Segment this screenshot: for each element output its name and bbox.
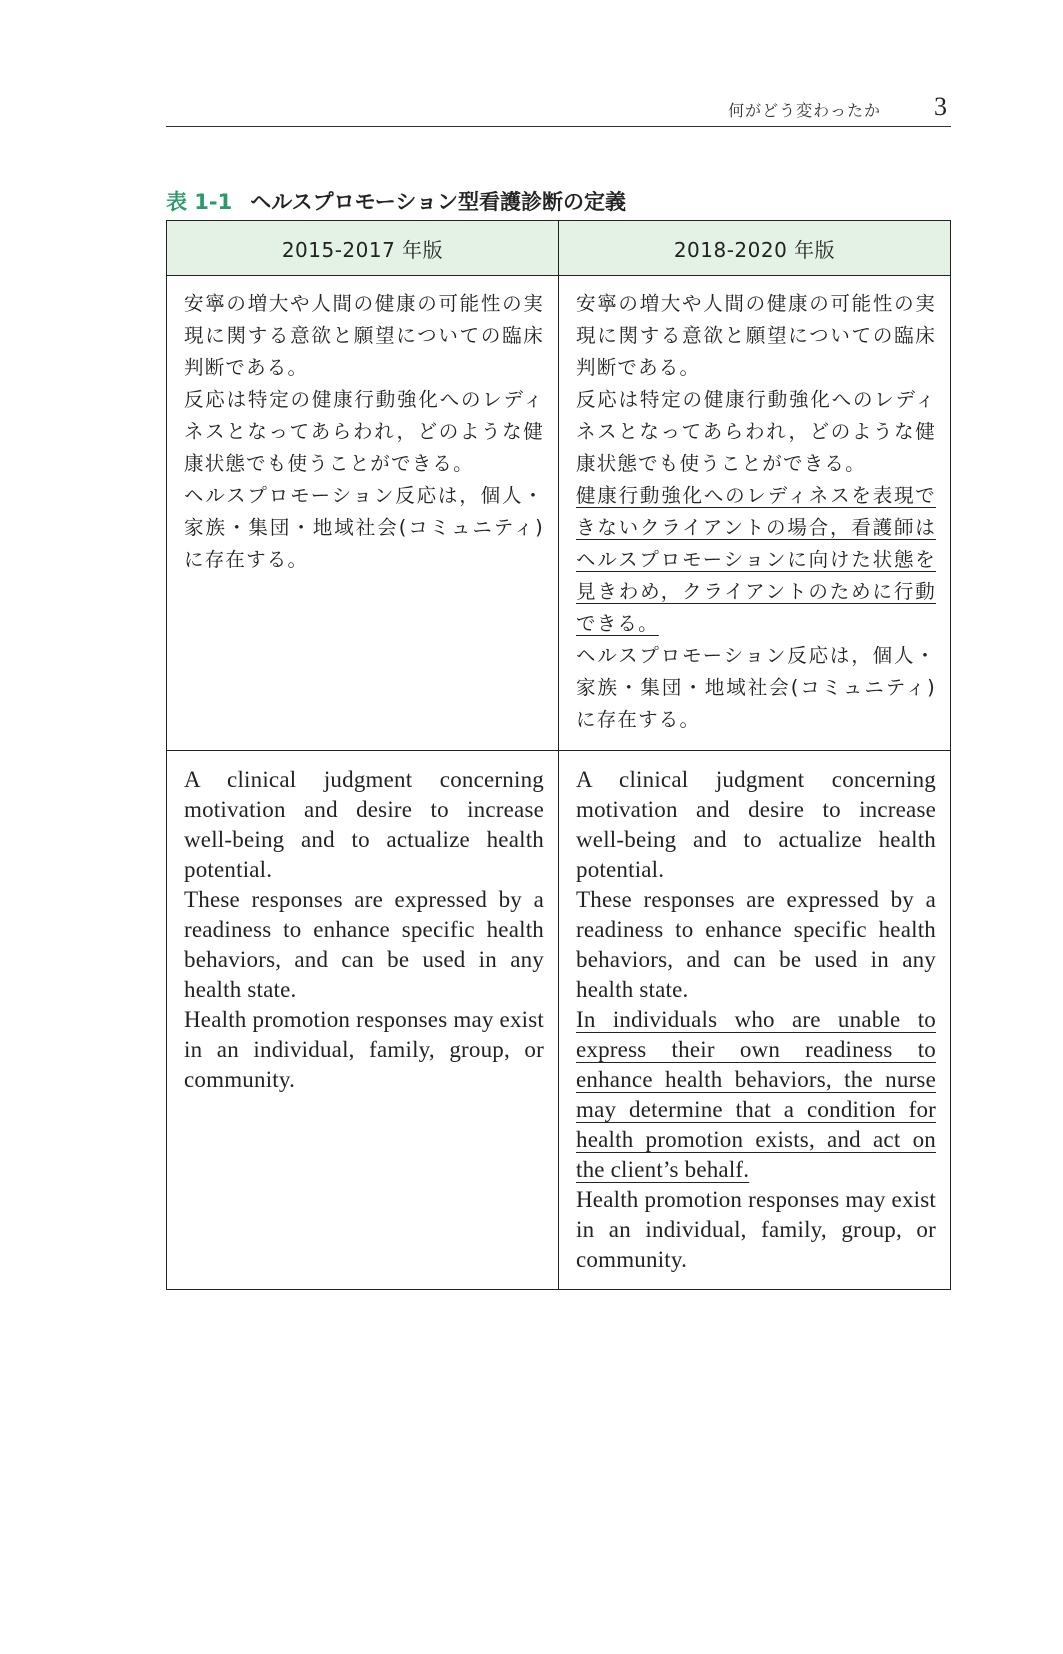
jp-2015-para-3: ヘルスプロモーション反応は，個人・家族・集団・地域社会(コミュニティ)に存在する。: [184, 484, 544, 571]
column-header-2018: 2018-2020 年版: [559, 221, 951, 276]
jp-2015-para-2: 反応は特定の健康行動強化へのレディネスとなってあらわれ，どのような健康状態でも使うことができる。: [184, 388, 544, 475]
page-number: 3: [934, 92, 947, 121]
japanese-row: [167, 276, 951, 751]
en-2018-para-1: A clinical judgment concerning motivation and desire to increase well-being and to actualize health potential.: [576, 767, 936, 882]
en-2015-cell: [167, 751, 559, 1290]
en-2015-para-1: A clinical judgment concerning motivation and desire to increase well-being and to actualize health potential.: [184, 767, 544, 882]
jp-2018-para-2: 反応は特定の健康行動強化へのレディネスとなってあらわれ，どのような健康状態でも使うことができる。: [576, 388, 936, 475]
jp-2018-para-4: ヘルスプロモーション反応は，個人・家族・集団・地域社会(コミュニティ)に存在する。: [576, 644, 936, 731]
table-caption: [166, 186, 626, 216]
en-2018-para-added: In individuals who are unable to express their own readiness to enhance health behaviors, the nurse may determine that a condition for health promotion exists, and act on the client’s behalf.: [576, 1007, 936, 1182]
table-header-row: [167, 221, 951, 276]
running-title: 何がどう変わったか: [728, 101, 881, 120]
jp-2018-para-added: 健康行動強化へのレディネスを表現できないクライアントの場合，看護師はヘルスプロモーションに向けた状態を見きわめ，クライアントのために行動できる。: [576, 484, 936, 635]
jp-2015-para-1: 安寧の増大や人間の健康の可能性の実現に関する意欲と願望についての臨床判断である。: [184, 292, 544, 379]
table-caption-title: ヘルスプロモーション型看護診断の定義: [250, 190, 626, 214]
definition-table: [166, 220, 951, 1290]
en-2018-para-2: These responses are expressed by a readiness to enhance specific health behaviors, and can be used in any health state.: [576, 887, 936, 1002]
jp-2015-cell: [167, 276, 559, 751]
en-2015-para-3: Health promotion responses may exist in an individual, family, group, or community.: [184, 1007, 544, 1092]
table-caption-number: 表 1-1: [166, 190, 233, 214]
en-2018-para-4: Health promotion responses may exist in an individual, family, group, or community.: [576, 1187, 936, 1272]
jp-2018-cell: [559, 276, 951, 751]
english-row: [167, 751, 951, 1290]
jp-2018-para-1: 安寧の増大や人間の健康の可能性の実現に関する意欲と願望についての臨床判断である。: [576, 292, 936, 379]
en-2018-cell: [559, 751, 951, 1290]
en-2015-para-2: These responses are expressed by a readiness to enhance specific health behaviors, and can be used in any health state.: [184, 887, 544, 1002]
running-header: [166, 92, 951, 127]
column-header-2015: 2015-2017 年版: [167, 221, 559, 276]
